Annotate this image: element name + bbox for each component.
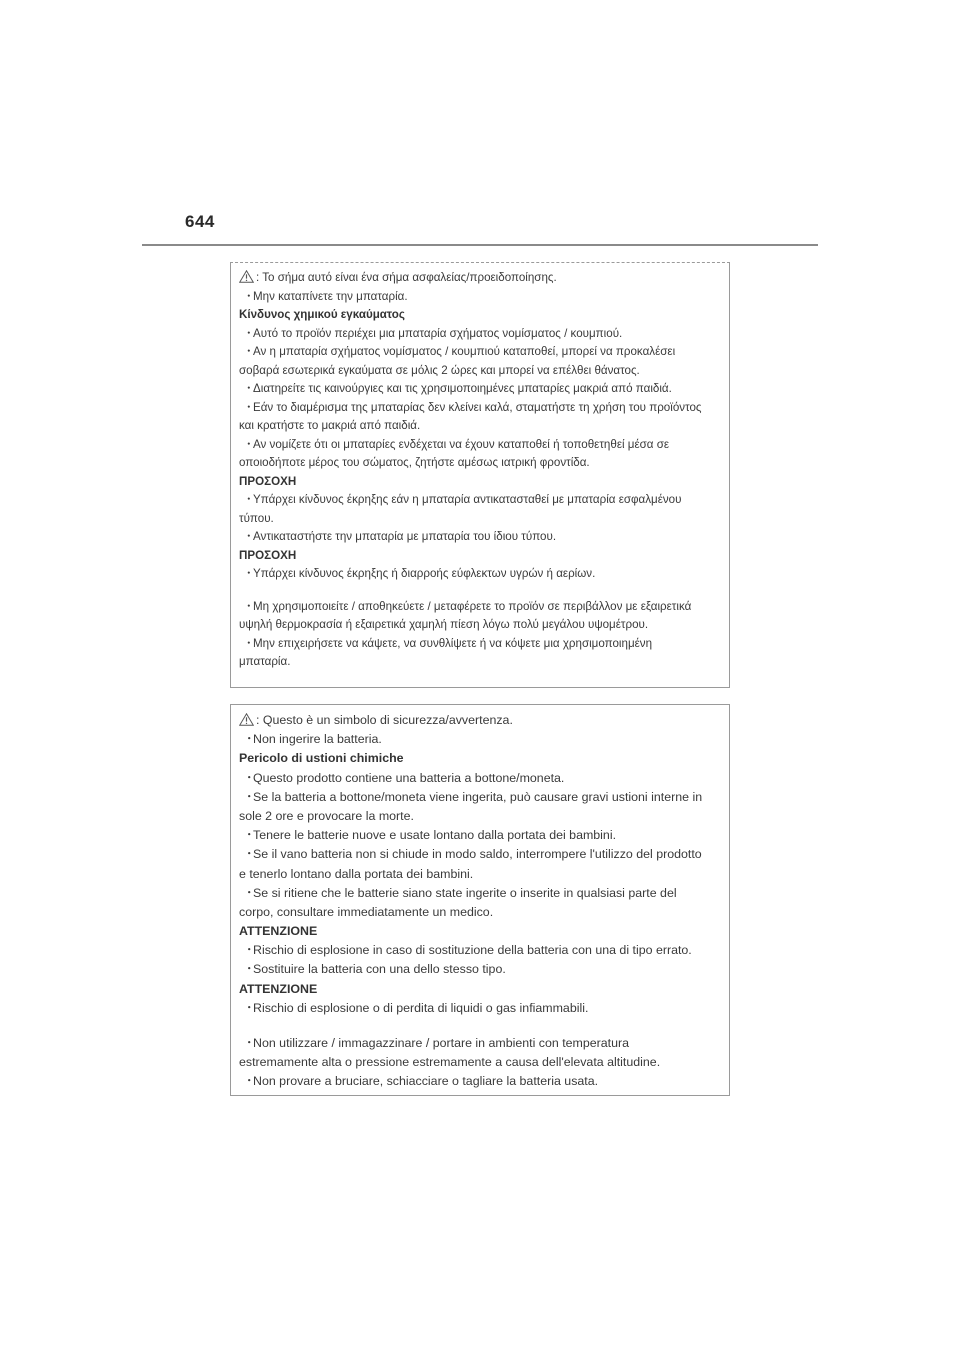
bullet-glyph: ・ [243, 636, 255, 650]
line-text: τύπου. [239, 511, 274, 525]
warning-triangle-icon [239, 270, 254, 283]
line-text: : Questo è un simbolo di sicurezza/avvertenza. [256, 713, 513, 727]
bullet-glyph: ・ [243, 847, 256, 862]
section-heading [239, 980, 721, 999]
bullet-glyph: ・ [243, 828, 256, 843]
bullet-glyph: ・ [243, 437, 255, 451]
line-text: corpo, consultare immediatamente un medico. [239, 904, 494, 919]
line-text: Se si ritiene che le batterie siano state ingerite o inserite in qualsiasi parte del [253, 885, 677, 900]
line-text: Rischio di esplosione in caso di sostituzione della batteria con una di tipo errato. [253, 943, 692, 958]
notice-line [239, 999, 721, 1018]
paragraph-gap [239, 1018, 721, 1034]
notice-line [239, 884, 721, 903]
notice-line [239, 565, 721, 584]
notice-line [239, 454, 721, 473]
notice-line [239, 903, 721, 922]
line-text: Εάν το διαμέρισμα της μπαταρίας δεν κλείνει καλά, σταματήστε τη χρήση του προϊόντος [253, 400, 702, 414]
notice-line [239, 845, 721, 864]
notice-line [239, 807, 721, 826]
header-rule [142, 244, 818, 246]
line-text: Αν νομίζετε ότι οι μπαταρίες ενδέχεται να έχουν καταποθεί ή τοποθετηθεί μέσα σε [253, 437, 670, 451]
line-text: Αυτό το προϊόν περιέχει μια μπαταρία σχήματος νομίσματος / κουμπιού. [253, 326, 623, 340]
section-heading [239, 547, 721, 566]
notice-line [239, 528, 721, 547]
notice-line [239, 1072, 721, 1091]
line-text: Κίνδυνος χημικού εγκαύματος [239, 308, 405, 321]
line-text: Non ingerire la batteria. [253, 732, 382, 747]
notice-line [239, 865, 721, 884]
bullet-glyph: ・ [243, 530, 255, 543]
line-text: Διατηρείτε τις καινούργιες και τις χρησιμοποιημένες μπαταρίες μακριά από παιδιά. [253, 382, 672, 395]
line-text: Se il vano batteria non si chiude in modo saldo, interrompere l'utilizzo del prodotto [253, 847, 702, 862]
bullet-glyph: ・ [243, 732, 256, 747]
line-text: μπαταρία. [239, 655, 291, 668]
line-text: Rischio di esplosione o di perdita di liquidi o gas infiammabili. [253, 1000, 589, 1015]
notice-line [239, 826, 721, 845]
notice-line [239, 788, 721, 807]
line-text: Υπάρχει κίνδυνος έκρηξης εάν η μπαταρία αντικατασταθεί με μπαταρία εσφαλμένου [253, 493, 682, 506]
bullet-glyph: ・ [243, 1074, 256, 1089]
line-text: οποιοδήποτε μέρος του σώματος, ζητήστε αμέσως ιατρική φροντίδα. [239, 456, 590, 469]
notice-line [239, 269, 721, 288]
section-heading [239, 749, 721, 768]
notice-line [239, 288, 721, 307]
line-text: σοβαρά εσωτερικά εγκαύματα σε μόλις 2 ώρες και μπορεί να επέλθει θάνατος. [239, 363, 640, 377]
line-text: sole 2 ore e provocare la morte. [239, 808, 414, 823]
section-heading [239, 306, 721, 325]
paragraph-gap [239, 584, 721, 598]
page-number: 644 [185, 212, 215, 231]
bullet-glyph: ・ [243, 943, 256, 958]
bullet-glyph: ・ [243, 567, 255, 580]
bullet-glyph: ・ [243, 1000, 256, 1015]
notice-line [239, 325, 721, 344]
notice-line [239, 653, 721, 672]
line-text: Non provare a bruciare, schiacciare o tagliare la batteria usata. [253, 1074, 599, 1089]
line-text: Non utilizzare / immagazzinare / portare in ambienti con temperatura [253, 1036, 630, 1050]
bullet-glyph: ・ [243, 493, 255, 506]
line-text: Sostituire la batteria con una dello stesso tipo. [253, 962, 506, 977]
notice-line [239, 417, 721, 436]
line-text: estremamente alta o pressione estremamente a causa dell'elevata altitudine. [239, 1055, 661, 1070]
notice-line [239, 616, 721, 635]
notice-line [239, 436, 721, 455]
notice-line [239, 960, 721, 979]
notice-line [239, 1053, 721, 1072]
line-text: ΠΡΟΣΟΧΗ [239, 474, 297, 488]
line-text: Μην καταπίνετε την μπαταρία. [253, 289, 408, 303]
line-text: και κρατήστε το μακριά από παιδιά. [239, 419, 421, 432]
line-text: Αντικαταστήστε την μπαταρία με μπαταρία του ίδιου τύπου. [253, 530, 557, 543]
notice-line [239, 598, 721, 617]
bullet-glyph: ・ [243, 326, 255, 340]
line-text: υψηλή θερμοκρασία ή εξαιρετικά χαμηλή πίεση λόγω πολύ μεγάλου υψομέτρου. [239, 618, 649, 631]
line-text: ΠΡΟΣΟΧΗ [239, 548, 297, 562]
warning-triangle-icon [239, 713, 254, 726]
notice-line [239, 510, 721, 529]
line-text: Μην επιχειρήσετε να κάψετε, να συνθλίψετε ή να κόψετε μια χρησιμοποιημένη [253, 636, 653, 650]
line-text: ATTENZIONE [239, 924, 318, 939]
line-text: Pericolo di ustioni chimiche [239, 751, 404, 766]
bullet-glyph: ・ [243, 885, 256, 900]
line-text: Αν η μπαταρία σχήματος νομίσματος / κουμπιού καταποθεί, μπορεί να προκαλέσει [253, 345, 676, 358]
notice-line [239, 730, 721, 749]
line-text: Questo prodotto contiene una batteria a bottone/moneta. [253, 770, 565, 785]
greek-safety-notice [230, 262, 730, 688]
section-heading [239, 473, 721, 492]
bullet-glyph: ・ [243, 345, 255, 358]
notice-line [239, 1034, 721, 1053]
bullet-glyph: ・ [243, 962, 256, 977]
notice-line [239, 362, 721, 381]
bullet-glyph: ・ [243, 1036, 256, 1050]
line-text: e tenerlo lontano dalla portata dei bambini. [239, 866, 474, 881]
notice-line [239, 399, 721, 418]
italian-safety-notice [230, 704, 730, 1096]
notice-line [239, 343, 721, 362]
notice-line [239, 635, 721, 654]
notice-line [239, 711, 721, 730]
bullet-glyph: ・ [243, 599, 255, 613]
bullet-glyph: ・ [243, 289, 255, 303]
notice-line [239, 491, 721, 510]
line-text: Μη χρησιμοποιείτε / αποθηκεύετε / μεταφέρετε το προϊόν σε περιβάλλον με εξαιρετικά [253, 599, 692, 613]
line-text: Se la batteria a bottone/moneta viene ingerita, può causare gravi ustioni interne in [253, 789, 703, 804]
bullet-glyph: ・ [243, 400, 255, 414]
line-text: Υπάρχει κίνδυνος έκρηξης ή διαρροής εύφλεκτων υγρών ή αερίων. [253, 567, 596, 580]
notice-line [239, 380, 721, 399]
line-text: ATTENZIONE [239, 981, 318, 996]
notice-line [239, 769, 721, 788]
section-heading [239, 922, 721, 941]
line-text: : Το σήμα αυτό είναι ένα σήμα ασφαλείας/προειδοποίησης. [256, 271, 557, 284]
notice-line [239, 941, 721, 960]
line-text: Tenere le batterie nuove e usate lontano dalla portata dei bambini. [253, 828, 617, 843]
bullet-glyph: ・ [243, 789, 256, 804]
bullet-glyph: ・ [243, 770, 256, 785]
bullet-glyph: ・ [243, 382, 255, 395]
